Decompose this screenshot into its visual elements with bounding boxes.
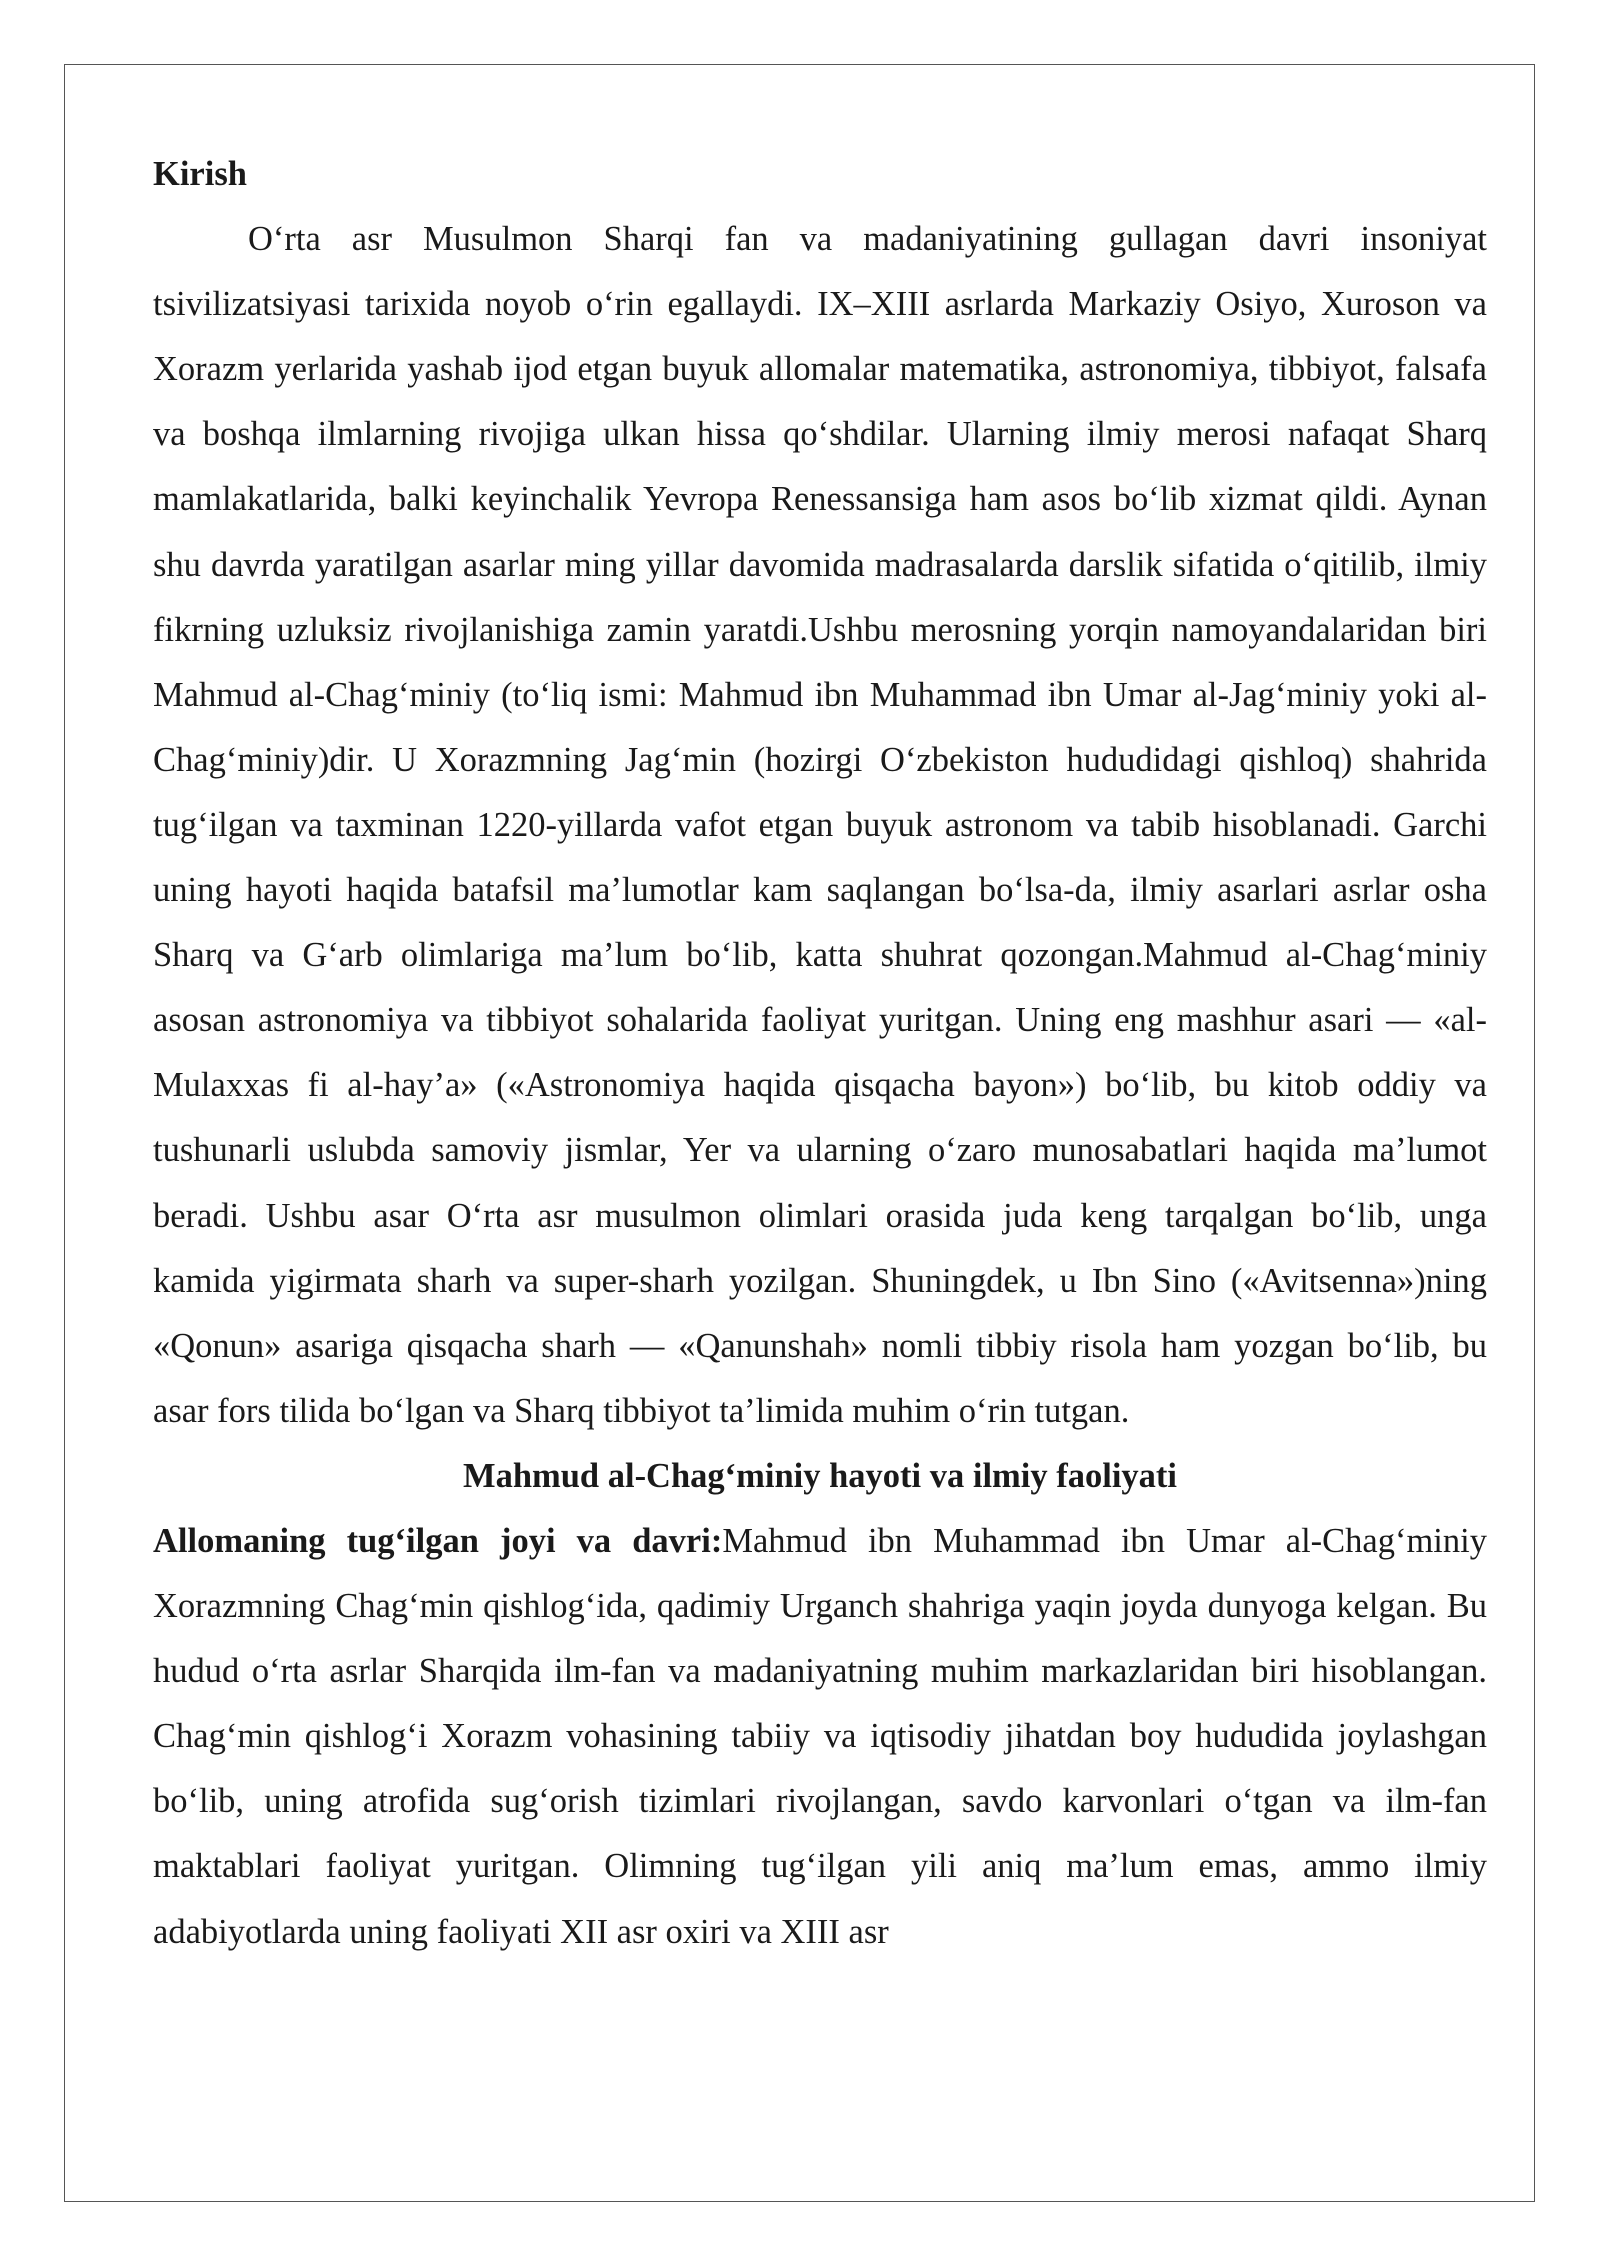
intro-paragraph: O‘rta asr Musulmon Sharqi fan va madaniyatining gullagan davri insoniyat tsivilizatsiyasi tarixida noyob o‘rin egallaydi. IX–XIII asrlarda Markaziy Osiyo, Xuroson va Xorazm yerlarida yashab ijod etgan buyuk allomalar matematika, astronomiya, tibbiyot, falsafa va boshqa ilmlarning rivojiga ulkan hissa qo‘shdilar. Ularning ilmiy merosi nafaqat Sharq mamlakatlarida, balki keyinchalik Yevropa Renessansiga ham asos bo‘lib xizmat qildi. Aynan shu davrda yaratilgan asarlar ming yillar davomida madrasalarda darslik sifatida o‘qitilib, ilmiy fikrning uzluksiz rivojlanishiga zamin yaratdi.Ushbu merosning yorqin namoyandalaridan biri Mahmud al-Chag‘miniy (to‘liq ismi: Mahmud ibn Muhammad ibn Umar al-Jag‘miniy yoki al-Chag‘miniy)dir. U Xorazmning Jag‘min (hozirgi O‘zbekiston hududidagi qishloq) shahrida tug‘ilgan va taxminan 1220-yillarda vafot etgan buyuk astronom va tabib hisoblanadi. Garchi uning hayoti haqida batafsil ma’lumotlar kam saqlangan bo‘lsa-da, ilmiy asarlari asrlar osha Sharq va G‘arb olimlariga ma’lum bo‘lib, katta shuhrat qozongan.Mahmud al-Chag‘miniy asosan astronomiya va tibbiyot sohalarida faoliyat yuritgan. Uning eng mashhur asari — «al-Mulaxxas fi al-hay’a» («Astronomiya haqida qisqacha bayon») bo‘lib, bu kitob oddiy va tushunarli uslubda samoviy jismlar, Yer va ularning o‘zaro munosabatlari haqida ma’lumot beradi. Ushbu asar O‘rta asr musulmon olimlari orasida juda keng tarqalgan bo‘lib, unga kamida yigirmata sharh va super-sharh yozilgan. Shuningdek, u Ibn Sino («Avitsenna»)ning «Qonun» asariga qisqacha sharh — «Qanunshah» nomli tibbiy risola ham yozgan bo‘lib, bu asar fors tilida bo‘lgan va Sharq tibbiyot ta’limida muhim o‘rin tutgan.: [153, 220, 1487, 1430]
heading-kirish: Kirish: [153, 155, 247, 193]
section-paragraph: [153, 1509, 1487, 1965]
section-body: Mahmud ibn Muhammad ibn Umar al-Chag‘miniy Xorazmning Chag‘min qishlog‘ida, qadimiy Urganch shahriga yaqin joyda dunyoga kelgan. Bu hudud o‘rta asrlar Sharqida ilm-fan va madaniyatning muhim markazlaridan biri hisoblangan. Chag‘min qishlog‘i Xorazm vohasining tabiiy va iqtisodiy jihatdan boy hududida joylashgan bo‘lib, uning atrofida sug‘orish tizimlari rivojlangan, savdo karvonlari o‘tgan va ilm-fan maktablari faoliyat yuritgan. Olimning tug‘ilgan yili aniq ma’lum emas, ammo ilmiy adabiyotlarda uning faoliyati XII asr oxiri va XIII asr: [153, 1521, 1487, 1951]
section-title: Mahmud al-Chag‘miniy hayoti va ilmiy faoliyati: [463, 1456, 1177, 1495]
document-body: [153, 142, 1487, 1965]
section-lead: Allomaning tug‘ilgan joyi va davri:: [153, 1521, 723, 1560]
